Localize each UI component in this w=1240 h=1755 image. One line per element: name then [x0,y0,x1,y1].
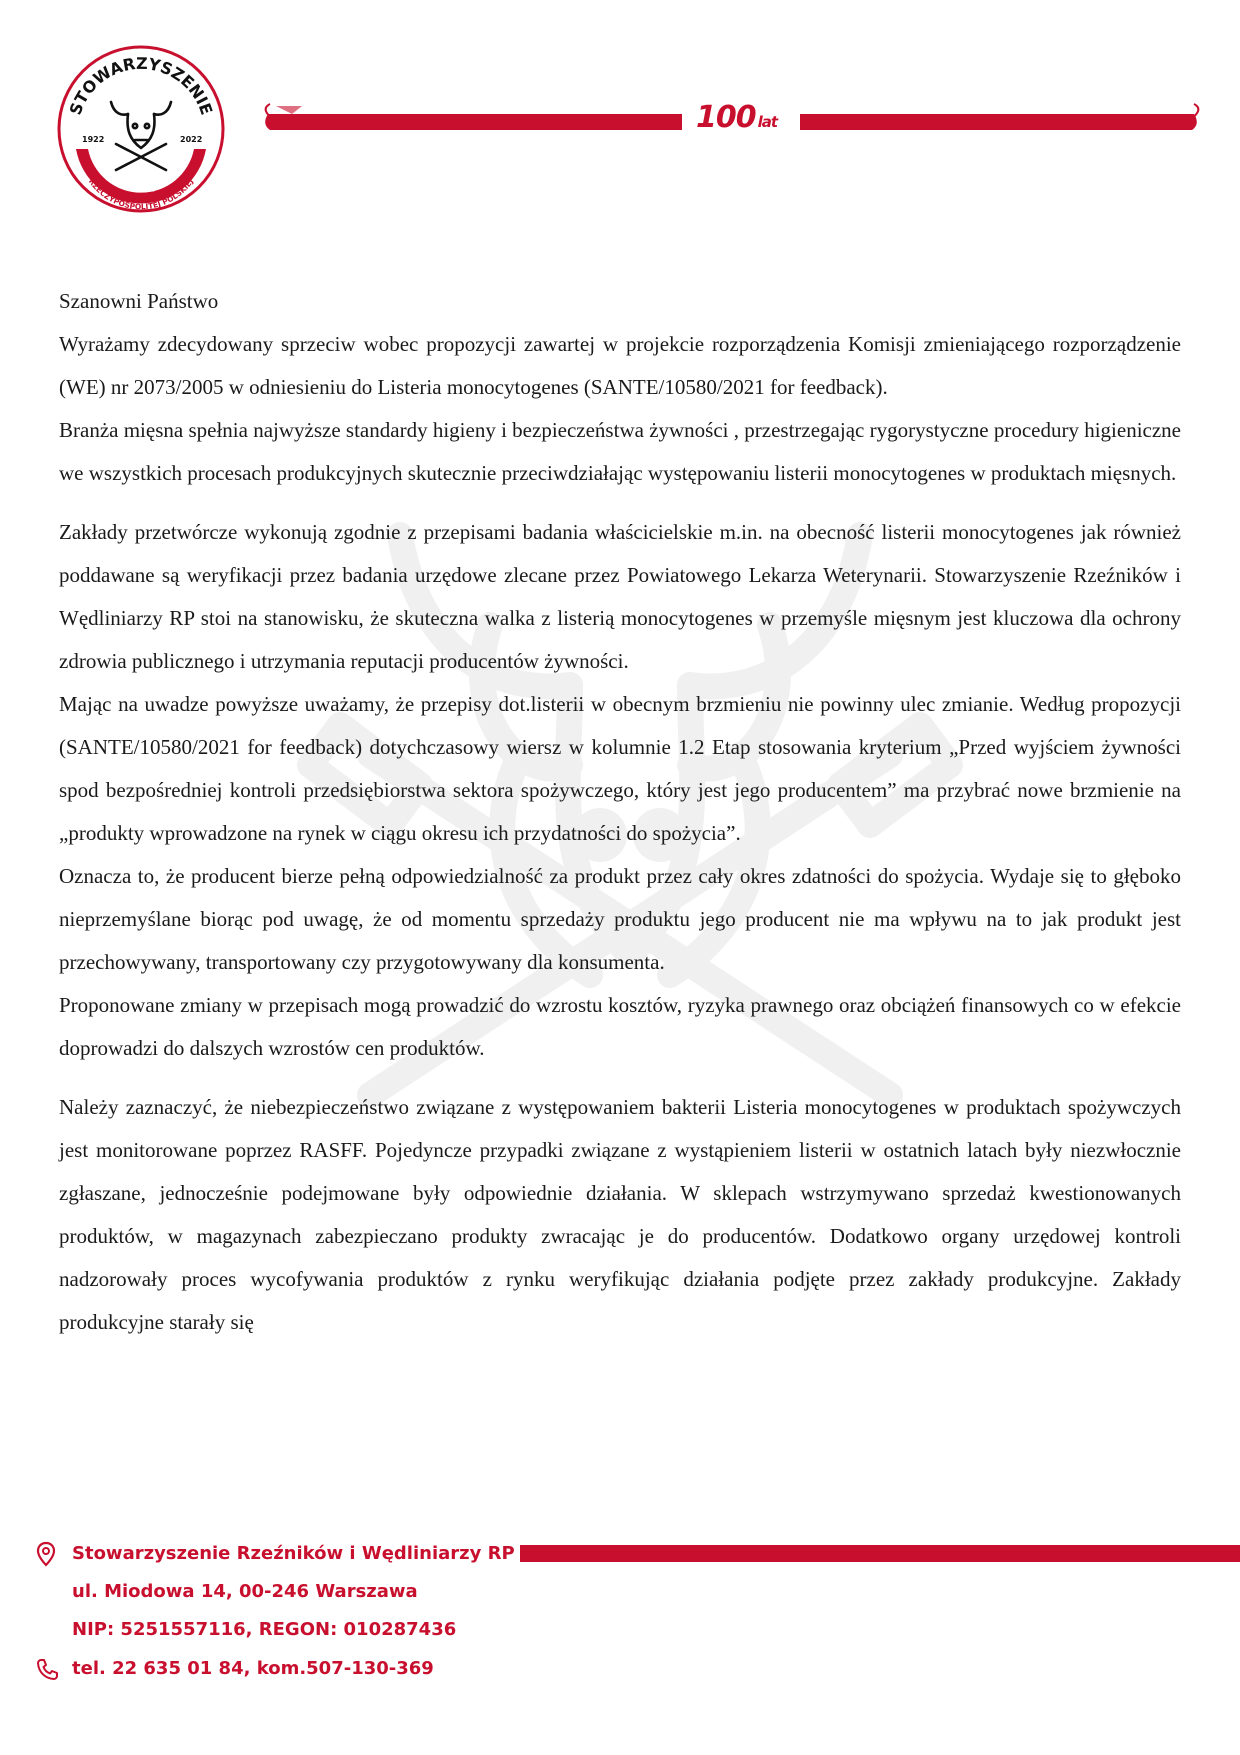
paragraph-6: Proponowane zmiany w przepisach mogą prowadzić do wzrostu kosztów, ryzyka prawnego oraz obciążeń finansowych co w efekcie doprowadzi do dalszych wzrostów cen produktów. [59,993,1181,1060]
logo-year-left: 1922 [82,135,105,144]
letter-body [59,280,1181,1344]
logo-ring-line2: RZECZYPOSPOLITEJ POLSKIEJ [86,177,196,212]
phone-icon [36,1658,58,1680]
paragraph-7: Należy zaznaczyć, że niebezpieczeństwo związane z występowaniem bakterii Listeria monocytogenes w produktach spożywczych jest monitorowane poprzez RASFF. Pojedyncze przypadki związane z wystąpieniem listerii w ostatnich latach były niezwłocznie zgłaszane, jednocześnie podejmowane były odpowiednie działania. W sklepach wstrzymywano sprzedaż kwestionowanych produktów, w magazynach zabezpieczano produkty zwracając je do producentów. Dodatkowo organy urzędowej kontroli nadzorowały proces wycofywania produktów z rynku weryfikując działania podjęte przez zakłady produkcyjne. Zakłady produkcyjne starały się [59,1095,1181,1334]
logo-year-right: 2022 [180,135,203,144]
anniversary-suffix: lat [757,113,778,131]
salutation: Szanowni Państwo [59,289,219,313]
footer-phone: tel. 22 635 01 84, kom.507-130-369 [72,1658,434,1679]
location-pin-icon [36,1541,56,1567]
paragraph-3: Zakłady przetwórcze wykonują zgodnie z przepisami badania właścicielskie m.in. na obecność listerii monocytogenes jak również poddawane są weryfikacji przez badania urzędowe zlecane przez Powiatowego Lekarza Weterynarii. Stowarzyszenie Rzeźników i Wędliniarzy RP stoi na stanowisku, że skuteczna walka z listerią monocytogenes w przemyśle mięsnym jest kluczowa dla ochrony zdrowia publicznego i utrzymania reputacji producentów żywności. [59,520,1181,673]
footer-address: ul. Miodowa 14, 00-246 Warszawa [72,1581,418,1602]
paragraph-1: Wyrażamy zdecydowany sprzeciw wobec propozycji zawartej w projekcie rozporządzenia Komisji zmieniającego rozporządzenie (WE) nr 2073/2005 w odniesieniu do Listeria monocytogenes (SANTE/10580/2021 for feedback). [59,332,1181,399]
paragraph-2: Branża mięsna spełnia najwyższe standardy higieny i bezpieczeństwa żywności , przestrzegając rygorystyczne procedury higieniczne we wszystkich procesach produkcyjnych skutecznie przeciwdziałając występowaniu listerii monocytogenes w produktach mięsnych. [59,418,1181,485]
paragraph-4: Mając na uwadze powyższe uważamy, że przepisy dot.listerii w obecnym brzmieniu nie powinny ulec zmianie. Według propozycji (SANTE/10580/2021 for feedback) dotychczasowy wiersz w kolumnie 1.2 Etap stosowania kryterium „Przed wyjściem żywności spod bezpośredniej kontroli przedsiębiorstwa sektora spożywczego, który jest jego producentem” ma przybrać nowe brzmienie na „produkty wprowadzone na rynek w ciągu okresu ich przydatności do spożycia”. [59,692,1181,845]
logo-ring-line1: RZEŹNIKÓW I WĘDLINIARZY [91,158,191,194]
footer-red-bar [520,1545,1240,1562]
anniversary-label [696,100,777,135]
footer-organization: Stowarzyszenie Rzeźników i Wędliniarzy RP [72,1543,515,1564]
paragraph-5: Oznacza to, że producent bierze pełną odpowiedzialność za produkt przez cały okres zdatności do spożycia. Wydaje się to głęboko nieprzemyślane biorąc pod uwagę, że od momentu sprzedaży produktu jego producent nie ma wpływu na to jak produkt jest przechowywany, transportowany czy przygotowywany dla konsumenta. [59,864,1181,974]
association-logo [56,44,226,214]
anniversary-number: 100 [696,100,756,135]
logo-name: STOWARZYSZENIE [65,53,217,118]
footer-tax-ids: NIP: 5251557116, REGON: 010287436 [72,1619,457,1640]
